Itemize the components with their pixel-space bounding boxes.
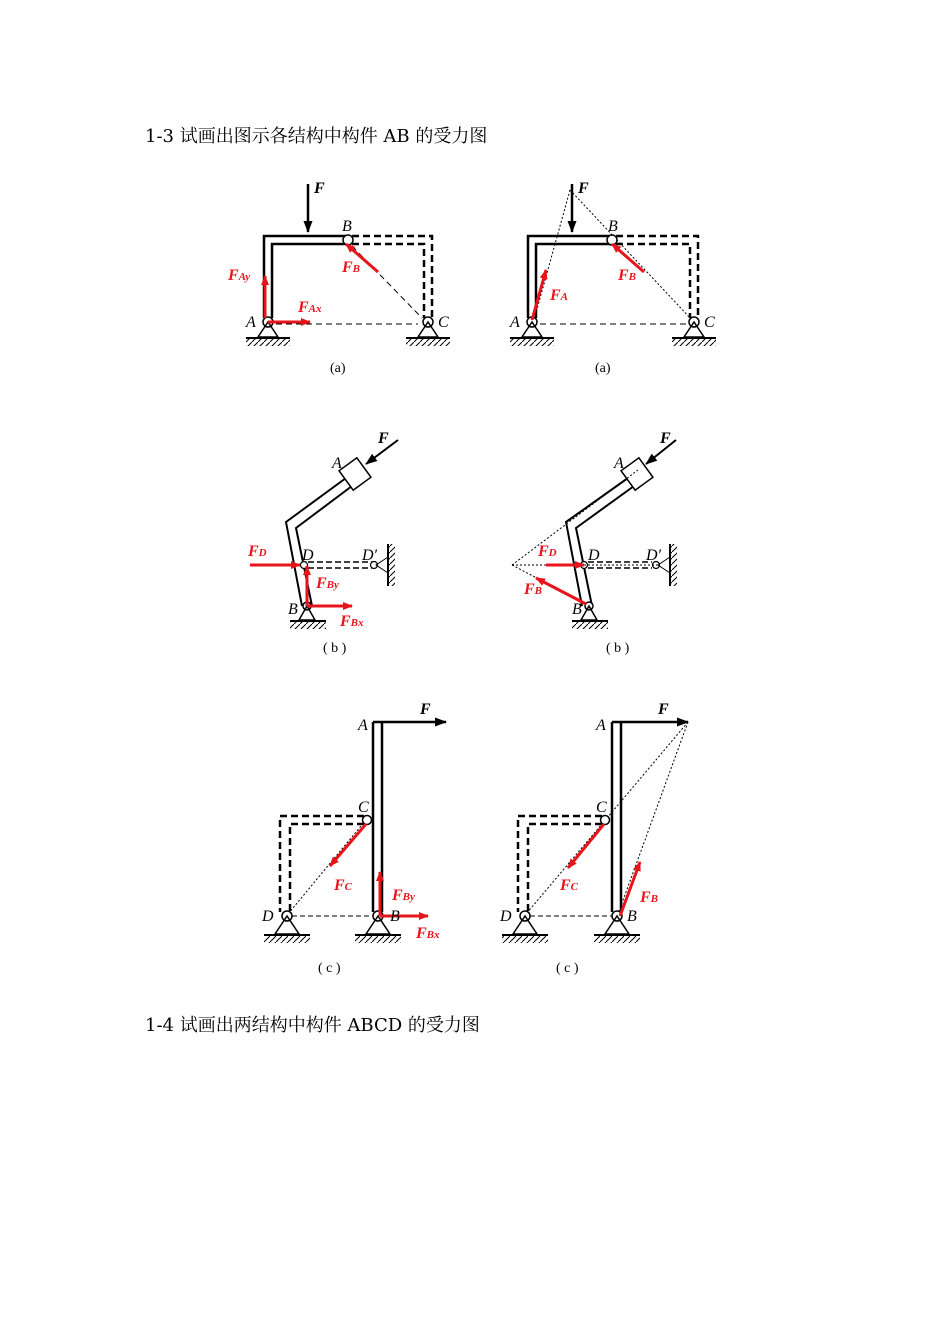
svg-text:FC: FC (560, 877, 579, 894)
svg-text:D: D (262, 908, 274, 925)
caption-b-right: ( b ) (606, 641, 630, 656)
svg-text:B: B (608, 218, 618, 235)
svg-text:F: F (578, 180, 589, 197)
svg-text:D′: D′ (646, 547, 662, 564)
svg-text:A: A (332, 455, 342, 472)
hinge-b (343, 235, 353, 245)
label-fax: FAx (298, 299, 322, 316)
figure-c-right (499, 701, 688, 976)
label-fbx: FBx (340, 613, 364, 630)
hinge-c (363, 816, 372, 825)
problem-1-4-heading: 1-4 试画出两结构中构件 ABCD 的受力图 (145, 1015, 480, 1036)
svg-text:FB: FB (640, 889, 659, 906)
label-point-b: B (342, 218, 352, 235)
svg-text:FD: FD (538, 543, 557, 560)
svg-text:B: B (288, 601, 298, 618)
member-cd-dashed (280, 816, 364, 912)
svg-text:A: A (614, 455, 624, 472)
problem-1-3-heading: 1-3 试画出图示各结构中构件 AB 的受力图 (145, 126, 488, 147)
svg-text:FBx: FBx (416, 925, 440, 942)
force-fc-arrow (330, 824, 366, 866)
force-fa-arrow (532, 270, 546, 320)
label-point-c: C (438, 314, 449, 331)
svg-text:D: D (588, 547, 600, 564)
svg-text:C: C (358, 799, 369, 816)
label-fby: FBy (316, 575, 339, 592)
figure-b-right (512, 430, 677, 656)
label-fb: FB (342, 259, 361, 276)
svg-text:A: A (510, 314, 520, 331)
svg-text:D: D (500, 908, 512, 925)
figure-c-left (261, 701, 446, 976)
svg-text:C: C (596, 799, 607, 816)
member-bc-dashed-inner (352, 244, 424, 318)
svg-text:A: A (358, 717, 368, 734)
svg-text:C: C (704, 314, 715, 331)
svg-text:F: F (658, 701, 669, 718)
svg-text:FB: FB (618, 267, 637, 284)
svg-text:D: D (302, 547, 314, 564)
svg-text:F: F (420, 701, 431, 718)
figure-a-left (227, 180, 450, 376)
caption-c-right: ( c ) (556, 961, 579, 976)
svg-text:F: F (378, 430, 389, 447)
svg-text:B: B (572, 601, 582, 618)
svg-text:B: B (390, 908, 400, 925)
caption-b-left: ( b ) (323, 641, 347, 656)
figure-b-left (247, 430, 398, 656)
caption-a-left: (a) (330, 361, 346, 376)
caption-c-left: ( c ) (318, 961, 341, 976)
svg-text:A: A (596, 717, 606, 734)
svg-text:FB: FB (524, 581, 543, 598)
member-bc-dashed-outer (352, 236, 432, 318)
label-fay: FAy (228, 267, 251, 284)
caption-a-right: (a) (595, 361, 611, 376)
label-fc: FC (334, 877, 353, 894)
concurrency-line-c (570, 190, 692, 320)
svg-text:FBy: FBy (392, 887, 415, 904)
svg-text:F: F (660, 430, 671, 447)
svg-text:D′: D′ (362, 547, 378, 564)
label-f: F (314, 180, 325, 197)
figure-a-right (509, 180, 716, 376)
svg-text:B: B (627, 908, 637, 925)
label-fa: FA (550, 287, 569, 304)
label-point-a: A (246, 314, 256, 331)
label-fd: FD (248, 543, 267, 560)
